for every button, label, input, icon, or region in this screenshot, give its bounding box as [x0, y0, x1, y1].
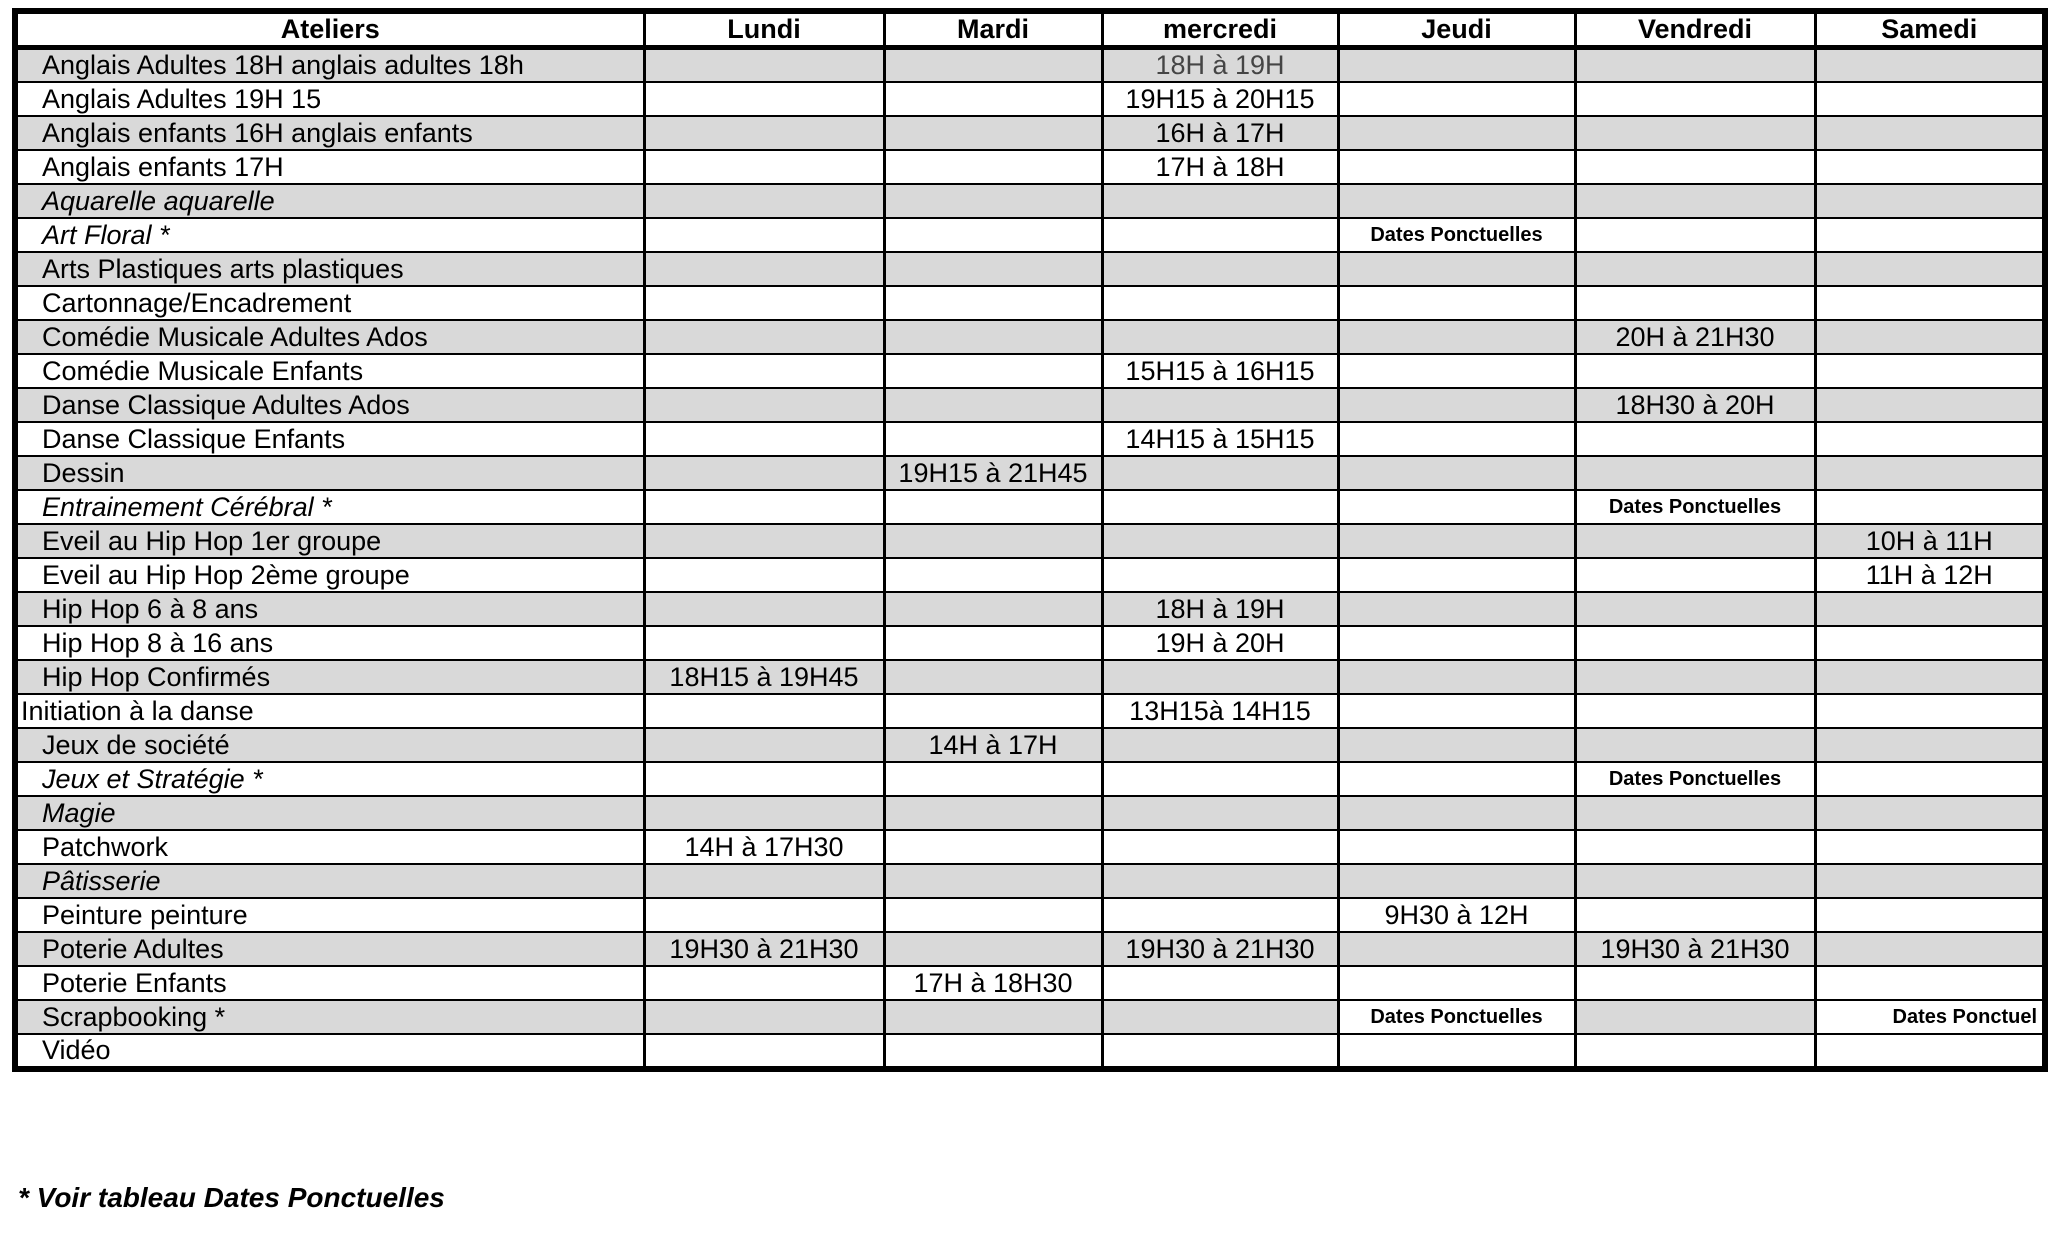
schedule-cell-mercredi — [1102, 1000, 1338, 1034]
schedule-cell-mardi — [884, 320, 1102, 354]
schedule-cell-mercredi: 17H à 18H — [1102, 150, 1338, 184]
atelier-name: Initiation à la danse — [15, 694, 644, 728]
schedule-cell-jeudi: 9H30 à 12H — [1338, 898, 1575, 932]
table-row — [15, 728, 2045, 762]
schedule-cell-vendredi: Dates Ponctuelles — [1575, 762, 1815, 796]
schedule-cell-samedi: 10H à 11H — [1815, 524, 2045, 558]
schedule-cell-vendredi — [1575, 592, 1815, 626]
schedule-cell-samedi — [1815, 82, 2045, 116]
schedule-cell-jeudi — [1338, 490, 1575, 524]
schedule-cell-samedi — [1815, 932, 2045, 966]
atelier-name: Vidéo — [15, 1034, 644, 1069]
schedule-cell-mercredi — [1102, 898, 1338, 932]
table-row — [15, 1000, 2045, 1034]
schedule-cell-mardi — [884, 524, 1102, 558]
schedule-cell-mercredi — [1102, 728, 1338, 762]
schedule-cell-vendredi — [1575, 728, 1815, 762]
schedule-cell-vendredi — [1575, 898, 1815, 932]
schedule-cell-mercredi: 13H15à 14H15 — [1102, 694, 1338, 728]
schedule-cell-jeudi — [1338, 1034, 1575, 1069]
schedule-cell-vendredi — [1575, 796, 1815, 830]
schedule-cell-lundi — [644, 558, 884, 592]
table-row — [15, 796, 2045, 830]
schedule-cell-samedi — [1815, 898, 2045, 932]
schedule-cell-vendredi — [1575, 456, 1815, 490]
table-row — [15, 966, 2045, 1000]
atelier-name: Anglais enfants 16H anglais enfants — [15, 116, 644, 150]
schedule-cell-mercredi — [1102, 320, 1338, 354]
atelier-name: Art Floral * — [15, 218, 644, 252]
table-row — [15, 898, 2045, 932]
schedule-cell-lundi — [644, 762, 884, 796]
schedule-cell-samedi — [1815, 388, 2045, 422]
schedule-cell-vendredi — [1575, 116, 1815, 150]
schedule-cell-jeudi — [1338, 762, 1575, 796]
schedule-cell-mardi — [884, 422, 1102, 456]
schedule-cell-mercredi: 19H à 20H — [1102, 626, 1338, 660]
schedule-cell-mardi — [884, 286, 1102, 320]
schedule-cell-samedi — [1815, 966, 2045, 1000]
schedule-cell-lundi — [644, 218, 884, 252]
schedule-cell-samedi — [1815, 626, 2045, 660]
schedule-cell-mardi — [884, 116, 1102, 150]
schedule-cell-mercredi: 18H à 19H — [1102, 592, 1338, 626]
schedule-cell-samedi — [1815, 1034, 2045, 1069]
schedule-cell-jeudi — [1338, 660, 1575, 694]
schedule-cell-vendredi — [1575, 660, 1815, 694]
column-header-jeudi: Jeudi — [1338, 11, 1575, 48]
schedule-cell-samedi — [1815, 422, 2045, 456]
schedule-cell-mercredi — [1102, 966, 1338, 1000]
table-row — [15, 150, 2045, 184]
column-header-mardi: Mardi — [884, 11, 1102, 48]
schedule-cell-samedi — [1815, 456, 2045, 490]
schedule-cell-vendredi — [1575, 354, 1815, 388]
schedule-cell-jeudi — [1338, 354, 1575, 388]
schedule-cell-jeudi — [1338, 456, 1575, 490]
schedule-cell-lundi — [644, 490, 884, 524]
schedule-cell-mercredi: 14H15 à 15H15 — [1102, 422, 1338, 456]
atelier-name: Anglais Adultes 19H 15 — [15, 82, 644, 116]
atelier-name: Eveil au Hip Hop 2ème groupe — [15, 558, 644, 592]
schedule-cell-vendredi — [1575, 1000, 1815, 1034]
schedule-cell-mardi — [884, 184, 1102, 218]
schedule-cell-lundi — [644, 626, 884, 660]
schedule-cell-lundi — [644, 354, 884, 388]
schedule-cell-mercredi — [1102, 286, 1338, 320]
schedule-cell-lundi — [644, 966, 884, 1000]
schedule-cell-jeudi — [1338, 626, 1575, 660]
schedule-cell-mercredi — [1102, 218, 1338, 252]
schedule-cell-lundi — [644, 116, 884, 150]
atelier-name: Hip Hop 6 à 8 ans — [15, 592, 644, 626]
schedule-cell-samedi — [1815, 830, 2045, 864]
schedule-cell-jeudi — [1338, 864, 1575, 898]
schedule-cell-vendredi: Dates Ponctuelles — [1575, 490, 1815, 524]
schedule-cell-samedi — [1815, 592, 2045, 626]
schedule-cell-samedi: Dates Ponctuel — [1815, 1000, 2045, 1034]
schedule-cell-mardi — [884, 490, 1102, 524]
schedule-cell-lundi — [644, 898, 884, 932]
schedule-cell-jeudi — [1338, 966, 1575, 1000]
table-row — [15, 286, 2045, 320]
schedule-cell-samedi — [1815, 286, 2045, 320]
schedule-cell-samedi — [1815, 184, 2045, 218]
atelier-name: Arts Plastiques arts plastiques — [15, 252, 644, 286]
atelier-name: Jeux de société — [15, 728, 644, 762]
atelier-name: Hip Hop 8 à 16 ans — [15, 626, 644, 660]
schedule-cell-jeudi — [1338, 184, 1575, 218]
schedule-cell-mardi — [884, 830, 1102, 864]
schedule-cell-vendredi — [1575, 626, 1815, 660]
schedule-cell-mardi — [884, 1000, 1102, 1034]
schedule-cell-mardi — [884, 48, 1102, 83]
schedule-cell-lundi — [644, 796, 884, 830]
header-row — [15, 11, 2045, 48]
schedule-cell-vendredi — [1575, 524, 1815, 558]
ateliers-schedule-table — [12, 8, 2048, 1072]
table-body — [15, 48, 2045, 1070]
table-row — [15, 320, 2045, 354]
schedule-cell-mardi — [884, 354, 1102, 388]
schedule-cell-samedi — [1815, 320, 2045, 354]
schedule-cell-mercredi: 15H15 à 16H15 — [1102, 354, 1338, 388]
schedule-cell-mardi — [884, 558, 1102, 592]
column-header-mercredi: mercredi — [1102, 11, 1338, 48]
schedule-cell-mardi — [884, 1034, 1102, 1069]
atelier-name: Danse Classique Enfants — [15, 422, 644, 456]
schedule-cell-vendredi — [1575, 1034, 1815, 1069]
atelier-name: Hip Hop Confirmés — [15, 660, 644, 694]
schedule-cell-mercredi — [1102, 388, 1338, 422]
schedule-cell-jeudi — [1338, 116, 1575, 150]
table-row — [15, 184, 2045, 218]
schedule-cell-lundi — [644, 150, 884, 184]
schedule-cell-jeudi: Dates Ponctuelles — [1338, 1000, 1575, 1034]
schedule-cell-lundi: 18H15 à 19H45 — [644, 660, 884, 694]
atelier-name: Danse Classique Adultes Ados — [15, 388, 644, 422]
atelier-name: Poterie Adultes — [15, 932, 644, 966]
atelier-name: Eveil au Hip Hop 1er groupe — [15, 524, 644, 558]
schedule-cell-lundi — [644, 456, 884, 490]
table-row — [15, 1034, 2045, 1069]
table-row — [15, 762, 2045, 796]
schedule-cell-mercredi — [1102, 456, 1338, 490]
table-row — [15, 456, 2045, 490]
schedule-cell-vendredi: 20H à 21H30 — [1575, 320, 1815, 354]
schedule-cell-jeudi — [1338, 796, 1575, 830]
schedule-cell-lundi — [644, 1000, 884, 1034]
schedule-cell-mardi — [884, 932, 1102, 966]
schedule-cell-vendredi — [1575, 82, 1815, 116]
atelier-name: Peinture peinture — [15, 898, 644, 932]
schedule-cell-mardi — [884, 660, 1102, 694]
schedule-cell-mercredi — [1102, 490, 1338, 524]
schedule-cell-lundi — [644, 422, 884, 456]
schedule-cell-lundi — [644, 1034, 884, 1069]
schedule-cell-vendredi — [1575, 830, 1815, 864]
table-row — [15, 82, 2045, 116]
column-header-lundi: Lundi — [644, 11, 884, 48]
table-row — [15, 592, 2045, 626]
schedule-cell-lundi — [644, 320, 884, 354]
table-row — [15, 252, 2045, 286]
schedule-cell-mercredi — [1102, 252, 1338, 286]
schedule-cell-samedi — [1815, 48, 2045, 83]
schedule-cell-jeudi — [1338, 558, 1575, 592]
column-header-samedi: Samedi — [1815, 11, 2045, 48]
schedule-cell-lundi — [644, 184, 884, 218]
schedule-cell-lundi — [644, 286, 884, 320]
table-row — [15, 660, 2045, 694]
atelier-name: Jeux et Stratégie * — [15, 762, 644, 796]
schedule-cell-samedi — [1815, 728, 2045, 762]
schedule-cell-jeudi — [1338, 320, 1575, 354]
table-row — [15, 558, 2045, 592]
schedule-cell-jeudi — [1338, 592, 1575, 626]
schedule-cell-lundi — [644, 48, 884, 83]
schedule-cell-mardi — [884, 864, 1102, 898]
table-row — [15, 864, 2045, 898]
schedule-cell-jeudi — [1338, 82, 1575, 116]
atelier-name: Pâtisserie — [15, 864, 644, 898]
schedule-cell-mardi — [884, 150, 1102, 184]
schedule-cell-vendredi — [1575, 252, 1815, 286]
schedule-cell-mercredi — [1102, 864, 1338, 898]
table-row — [15, 388, 2045, 422]
schedule-cell-mercredi — [1102, 796, 1338, 830]
schedule-cell-mardi — [884, 694, 1102, 728]
table-row — [15, 932, 2045, 966]
schedule-cell-mercredi — [1102, 558, 1338, 592]
schedule-cell-vendredi — [1575, 184, 1815, 218]
schedule-cell-mercredi — [1102, 830, 1338, 864]
schedule-cell-mardi: 19H15 à 21H45 — [884, 456, 1102, 490]
schedule-cell-mercredi — [1102, 660, 1338, 694]
atelier-name: Scrapbooking * — [15, 1000, 644, 1034]
footnote: * Voir tableau Dates Ponctuelles — [18, 1182, 445, 1213]
atelier-name: Patchwork — [15, 830, 644, 864]
table-row — [15, 218, 2045, 252]
schedule-cell-lundi — [644, 694, 884, 728]
table-row — [15, 48, 2045, 83]
schedule-cell-mardi — [884, 796, 1102, 830]
schedule-cell-mardi: 17H à 18H30 — [884, 966, 1102, 1000]
schedule-cell-jeudi — [1338, 694, 1575, 728]
schedule-cell-lundi — [644, 728, 884, 762]
schedule-cell-jeudi — [1338, 524, 1575, 558]
schedule-cell-jeudi — [1338, 150, 1575, 184]
schedule-cell-samedi — [1815, 354, 2045, 388]
schedule-cell-jeudi — [1338, 48, 1575, 83]
schedule-cell-lundi: 19H30 à 21H30 — [644, 932, 884, 966]
atelier-name: Entrainement Cérébral * — [15, 490, 644, 524]
schedule-cell-vendredi — [1575, 694, 1815, 728]
schedule-cell-vendredi: 19H30 à 21H30 — [1575, 932, 1815, 966]
table-row — [15, 830, 2045, 864]
schedule-cell-mercredi — [1102, 762, 1338, 796]
column-header-vendredi: Vendredi — [1575, 11, 1815, 48]
schedule-cell-mardi: 14H à 17H — [884, 728, 1102, 762]
schedule-cell-vendredi — [1575, 48, 1815, 83]
schedule-cell-vendredi — [1575, 966, 1815, 1000]
schedule-cell-vendredi — [1575, 286, 1815, 320]
schedule-cell-vendredi — [1575, 422, 1815, 456]
schedule-cell-vendredi: 18H30 à 20H — [1575, 388, 1815, 422]
table-row — [15, 116, 2045, 150]
schedule-cell-jeudi — [1338, 422, 1575, 456]
atelier-name: Poterie Enfants — [15, 966, 644, 1000]
schedule-cell-jeudi — [1338, 932, 1575, 966]
schedule-cell-mercredi — [1102, 1034, 1338, 1069]
schedule-cell-samedi — [1815, 116, 2045, 150]
schedule-cell-vendredi — [1575, 150, 1815, 184]
schedule-cell-jeudi — [1338, 728, 1575, 762]
atelier-name: Dessin — [15, 456, 644, 490]
schedule-cell-lundi — [644, 252, 884, 286]
table-row — [15, 626, 2045, 660]
atelier-name: Magie — [15, 796, 644, 830]
schedule-cell-mercredi: 18H à 19H — [1102, 48, 1338, 83]
schedule-cell-samedi — [1815, 252, 2045, 286]
table-row — [15, 524, 2045, 558]
atelier-name: Anglais Adultes 18H anglais adultes 18h — [15, 48, 644, 83]
schedule-cell-samedi — [1815, 218, 2045, 252]
schedule-cell-mercredi: 19H15 à 20H15 — [1102, 82, 1338, 116]
atelier-name: Anglais enfants 17H — [15, 150, 644, 184]
schedule-cell-mardi — [884, 252, 1102, 286]
schedule-cell-lundi — [644, 82, 884, 116]
schedule-cell-mercredi — [1102, 184, 1338, 218]
schedule-cell-mercredi: 16H à 17H — [1102, 116, 1338, 150]
atelier-name: Aquarelle aquarelle — [15, 184, 644, 218]
schedule-cell-samedi — [1815, 694, 2045, 728]
table-row — [15, 694, 2045, 728]
atelier-name: Comédie Musicale Adultes Ados — [15, 320, 644, 354]
schedule-cell-samedi — [1815, 150, 2045, 184]
schedule-cell-samedi — [1815, 490, 2045, 524]
schedule-cell-vendredi — [1575, 558, 1815, 592]
schedule-cell-samedi: 11H à 12H — [1815, 558, 2045, 592]
schedule-cell-mardi — [884, 388, 1102, 422]
schedule-cell-mardi — [884, 626, 1102, 660]
schedule-cell-jeudi — [1338, 286, 1575, 320]
schedule-cell-mardi — [884, 592, 1102, 626]
schedule-cell-lundi — [644, 592, 884, 626]
schedule-cell-mardi — [884, 82, 1102, 116]
table-row — [15, 490, 2045, 524]
schedule-cell-lundi — [644, 524, 884, 558]
schedule-cell-samedi — [1815, 762, 2045, 796]
schedule-cell-lundi — [644, 388, 884, 422]
schedule-cell-samedi — [1815, 796, 2045, 830]
schedule-cell-vendredi — [1575, 864, 1815, 898]
schedule-cell-mardi — [884, 762, 1102, 796]
schedule-cell-vendredi — [1575, 218, 1815, 252]
schedule-cell-lundi: 14H à 17H30 — [644, 830, 884, 864]
table-row — [15, 422, 2045, 456]
schedule-cell-jeudi: Dates Ponctuelles — [1338, 218, 1575, 252]
schedule-cell-mercredi — [1102, 524, 1338, 558]
schedule-cell-jeudi — [1338, 830, 1575, 864]
atelier-name: Cartonnage/Encadrement — [15, 286, 644, 320]
schedule-cell-jeudi — [1338, 388, 1575, 422]
column-header-ateliers: Ateliers — [15, 11, 644, 48]
table-row — [15, 354, 2045, 388]
schedule-cell-mercredi: 19H30 à 21H30 — [1102, 932, 1338, 966]
schedule-cell-mardi — [884, 218, 1102, 252]
schedule-cell-samedi — [1815, 864, 2045, 898]
schedule-cell-samedi — [1815, 660, 2045, 694]
atelier-name: Comédie Musicale Enfants — [15, 354, 644, 388]
schedule-cell-mardi — [884, 898, 1102, 932]
schedule-cell-jeudi — [1338, 252, 1575, 286]
schedule-cell-lundi — [644, 864, 884, 898]
